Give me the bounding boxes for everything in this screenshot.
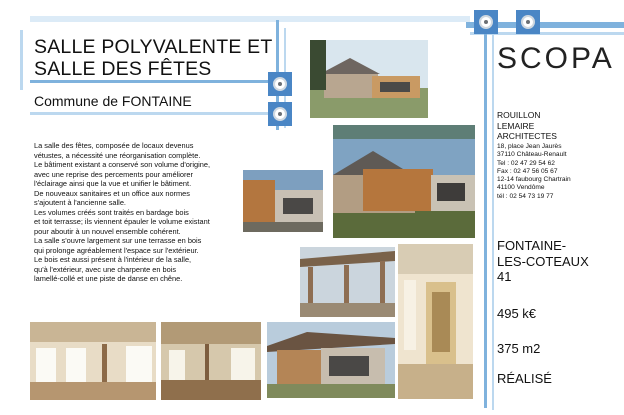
header-band-under-commune	[30, 112, 280, 115]
target-logo-icon	[516, 10, 540, 34]
address-line: 41100 Vendôme	[497, 184, 545, 192]
description-line: lamellé-collé et une piste de danse en chêne.	[34, 274, 183, 283]
description-line: vétustes, a nécessité une réorganisation complète.	[34, 150, 201, 160]
architect-name-line: ARCHITECTES	[497, 131, 557, 141]
architect-name-line: LEMAIRE	[497, 120, 535, 131]
architect-name	[497, 110, 557, 142]
address-line: tél : 02 54 73 19 77	[497, 192, 554, 200]
address-line: 37110 Château-Renault	[497, 151, 567, 159]
description-line: De nouveaux sanitaires et un office aux normes	[34, 188, 190, 198]
title-line-2: SALLE DES FÊTES	[34, 58, 212, 80]
target-logo-icon	[268, 102, 292, 126]
description-line: qu'à l'extérieur, avec une charpente en bois	[34, 264, 177, 274]
architect-name-line: ROUILLON	[497, 110, 541, 120]
description-line: Les volumes créés sont traités en bardage bois	[34, 207, 189, 217]
description-line: Le bâtiment existant a conservé son volume d'origine,	[34, 160, 211, 169]
project-area: 375 m2	[497, 341, 541, 356]
photo-exterior-terrace	[267, 322, 395, 398]
photo-wood-cladding	[243, 170, 323, 232]
address-line: 18, place Jean Jaurès	[497, 143, 562, 150]
project-location	[497, 238, 589, 285]
description-line: qui prolonge agréablement l'espace sur l'extérieur.	[34, 245, 199, 255]
project-status: RÉALISÉ	[497, 371, 552, 386]
address-line: Tel : 02 47 29 54 62	[497, 159, 555, 167]
target-logo-icon	[474, 10, 498, 34]
location-line: LES-COTEAUX	[497, 253, 589, 269]
vertical-rule-right-1	[484, 18, 487, 408]
company-logo: SCOPA	[497, 42, 615, 75]
description-line: pour aboutir à un nouvel ensemble cohérent.	[34, 226, 181, 236]
header-band-under-title	[30, 80, 290, 83]
photo-exterior-aerial	[310, 40, 428, 118]
description-line: et toit terrasse; ils viennent épauler le volume existant	[34, 217, 210, 226]
description-line: l'éclairage ainsi que la vue et unifier le bâtiment.	[34, 179, 192, 188]
address-line: 12-14 faubourg Chartrain	[497, 176, 571, 184]
description-line: La salle des fêtes, composée de locaux devenus	[34, 141, 194, 150]
location-line: FONTAINE-	[497, 238, 567, 253]
photo-terrace-structure	[300, 247, 395, 317]
project-description	[34, 141, 242, 284]
commune-subtitle: Commune de FONTAINE	[34, 93, 192, 109]
header-band-top	[30, 16, 470, 22]
photo-interior-hall-2	[161, 322, 261, 400]
description-line: s'ajoutent à l'ancienne salle.	[34, 198, 126, 207]
architect-address	[497, 143, 571, 201]
description-line: avec une reprise des percements pour améliorer	[34, 169, 193, 179]
header-band-left	[20, 30, 23, 90]
title-line-1: SALLE POLYVALENTE ET	[34, 36, 273, 58]
photo-exterior-front	[333, 125, 475, 238]
description-line: La salle s'ouvre largement sur une terrasse en bois	[34, 236, 202, 245]
description-line: Le bois est aussi présent à l'intérieur de la salle,	[34, 255, 192, 264]
photo-interior-corridor	[398, 244, 473, 399]
page-title	[34, 36, 274, 80]
location-line: 41	[497, 269, 512, 284]
address-line: Fax : 02 47 56 05 67	[497, 167, 558, 175]
project-cost: 495 k€	[497, 306, 537, 321]
photo-interior-hall-1	[30, 322, 156, 400]
vertical-rule-right-2	[492, 30, 494, 410]
